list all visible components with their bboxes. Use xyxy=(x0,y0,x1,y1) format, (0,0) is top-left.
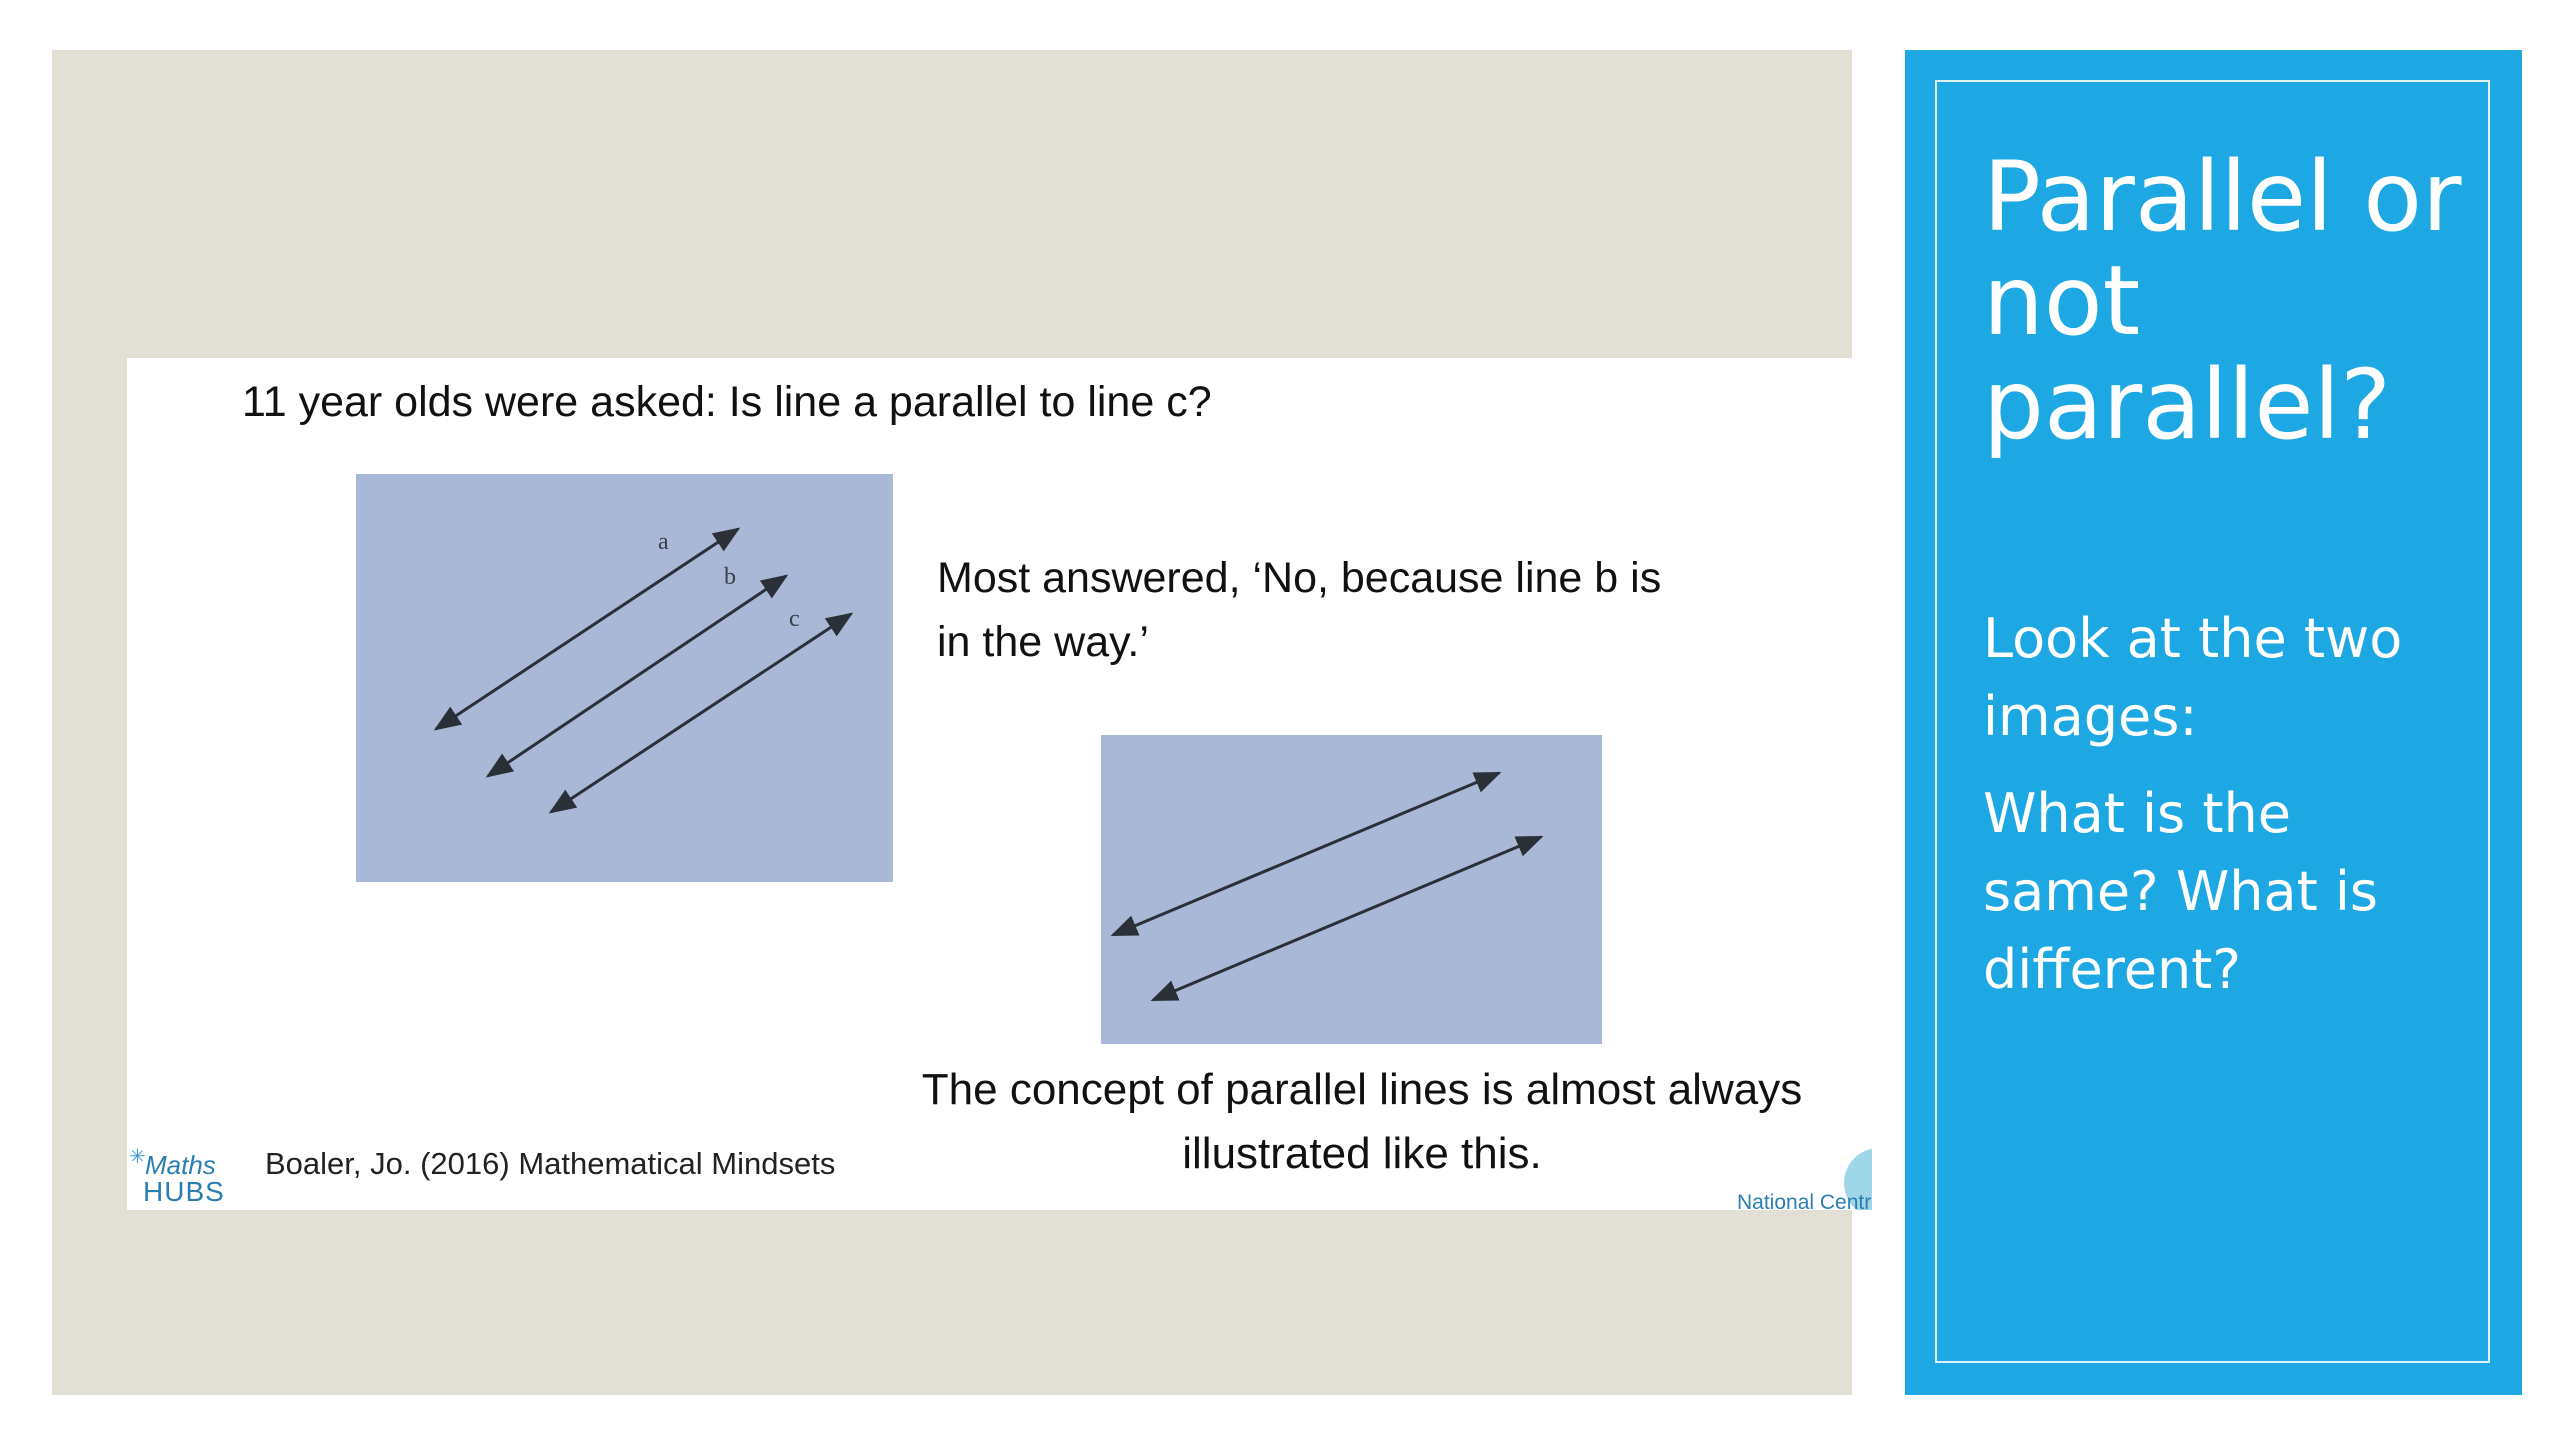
concept-line-1: The concept of parallel lines is almost always xyxy=(921,1065,1803,1114)
concept-line-2: illustrated like this. xyxy=(1182,1129,1542,1178)
logo-hubs-text: HUBS xyxy=(143,1176,225,1207)
label-c: c xyxy=(789,606,800,632)
national-centre-text: National Centr xyxy=(1737,1191,1872,1210)
line-a xyxy=(436,529,738,729)
parallel-line-upper xyxy=(1113,773,1499,935)
panel-question-line-2: same? What is xyxy=(1983,860,2379,923)
label-b: b xyxy=(724,564,736,590)
panel-prompt-line-2: images: xyxy=(1983,685,2198,748)
three-lines-drawing xyxy=(356,474,893,882)
three-lines-photo xyxy=(356,474,893,882)
panel-title-line-1: Parallel or xyxy=(1983,141,2462,253)
panel-question-line-3: different? xyxy=(1983,938,2242,1001)
panel-prompt-line-1: Look at the two xyxy=(1983,607,2403,670)
left-background-panel xyxy=(52,50,1872,1395)
most-answered-text xyxy=(937,546,1797,674)
label-a: a xyxy=(658,529,669,555)
panel-prompt xyxy=(1983,600,2503,756)
parallel-line-lower xyxy=(1153,837,1541,1000)
line-c xyxy=(551,614,851,812)
panel-title xyxy=(1983,141,2503,461)
right-text-panel xyxy=(1905,50,2522,1395)
logo-maths-text: Maths xyxy=(145,1150,216,1180)
panel-title-line-2: not xyxy=(1983,245,2141,357)
citation: Boaler, Jo. (2016) Mathematical Mindsets xyxy=(265,1146,836,1181)
maths-hubs-logo xyxy=(127,1148,227,1210)
concept-text xyxy=(847,1058,1872,1186)
panel-question xyxy=(1983,775,2503,1009)
slide-question: 11 year olds were asked: Is line a parallel to line c? xyxy=(242,378,1212,426)
embedded-slide-image xyxy=(127,358,1872,1210)
star-icon: ✳ xyxy=(129,1146,146,1168)
two-lines-drawing xyxy=(1101,735,1602,1044)
most-answered-line-2: in the way.’ xyxy=(937,618,1149,666)
panel-question-line-1: What is the xyxy=(1983,782,2291,845)
panel-title-line-3: parallel? xyxy=(1983,349,2392,461)
most-answered-line-1: Most answered, ‘No, because line b is xyxy=(937,554,1662,602)
two-lines-photo xyxy=(1101,735,1602,1044)
line-b xyxy=(488,576,786,776)
